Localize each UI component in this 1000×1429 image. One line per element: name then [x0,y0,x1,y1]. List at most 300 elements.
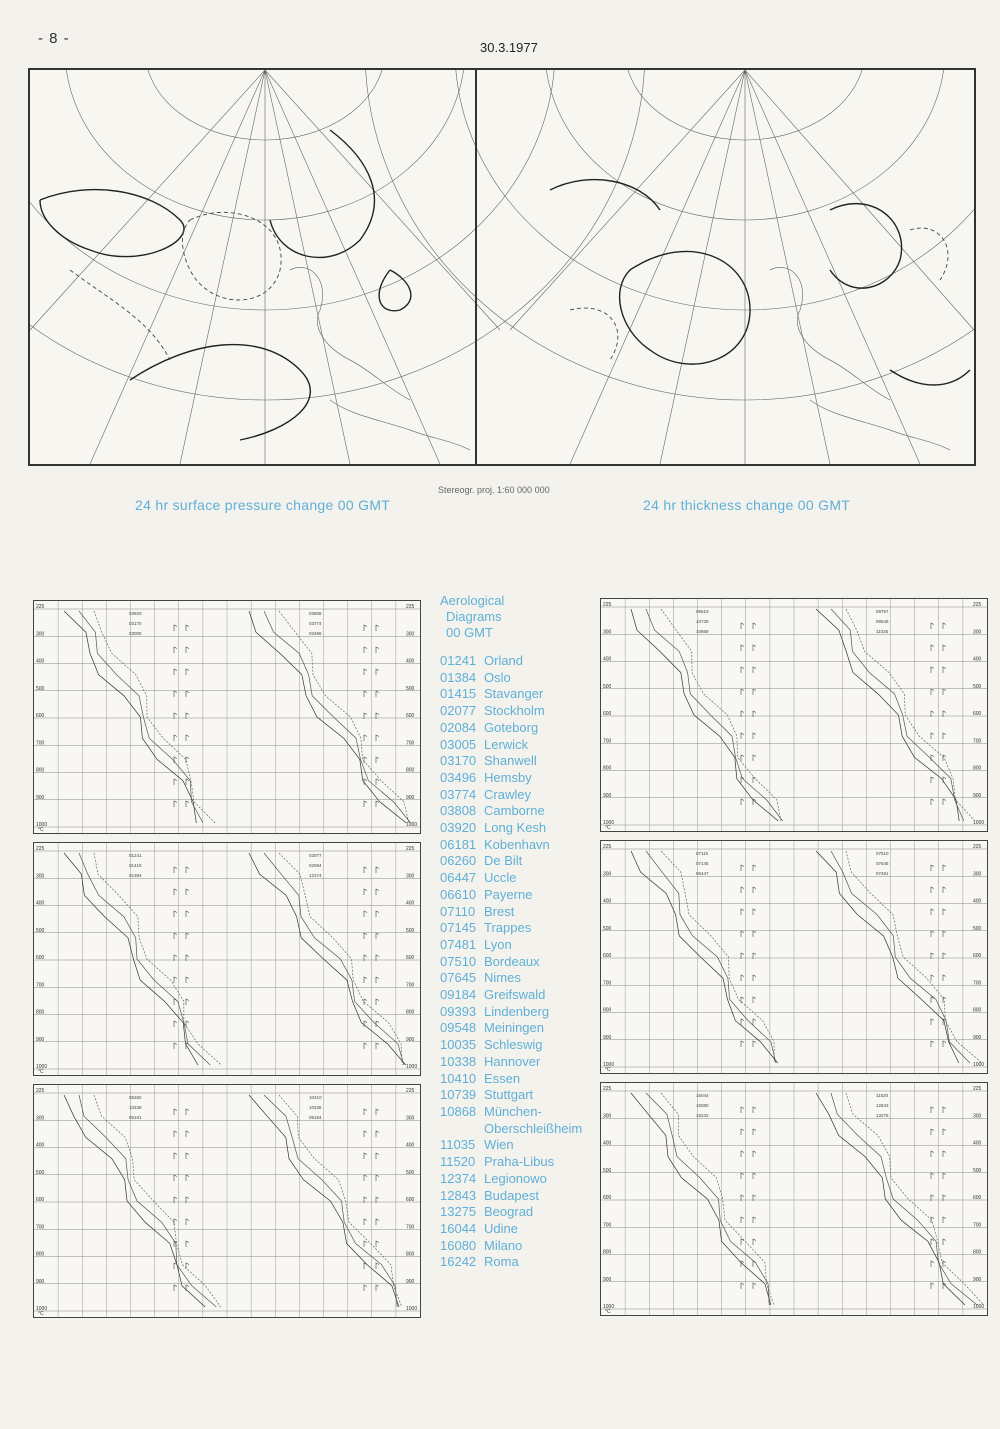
wind-barb-mark [943,975,946,981]
wind-barb-mark [753,1283,756,1289]
wind-barb-mark [931,1129,934,1135]
aerological-diagram-1 [33,600,421,834]
station-id: 01384 [440,669,477,685]
pressure-level-label: 400 [406,658,415,665]
sounding-station-id: 03808 [309,611,322,616]
axis-unit-label: °C [605,1067,611,1073]
station-id: 06447 [440,870,477,886]
wind-barb-mark [364,1043,367,1049]
diagram-5-chart [34,1085,420,1317]
pressure-level-label: 800 [36,1251,45,1258]
wind-barb-mark [753,733,756,739]
wind-barb-mark [174,779,177,785]
pressure-level-label: 900 [603,1276,612,1283]
wind-barb-mark [376,867,379,873]
wind-barb-mark [753,1239,756,1245]
right-map-caption: 24 hr thickness change 00 GMT [643,497,851,513]
pressure-level-label: 300 [36,1115,45,1122]
wind-barb-mark [174,1109,177,1115]
sounding-curve [631,851,778,1063]
sounding-curve [816,851,959,1063]
wind-barb-mark [186,735,189,741]
station-row [440,1188,604,1205]
sounding-curve [279,1095,402,1307]
pressure-level-label: 700 [973,738,982,745]
pressure-level-label: 500 [603,925,612,932]
pressure-level-label: 1000 [603,1062,615,1068]
wind-barb-mark [931,777,934,783]
station-id: 07145 [440,920,477,936]
sounding-station-id: 06447 [696,871,709,876]
wind-barb-mark [753,865,756,871]
wind-barb-mark [186,1153,189,1159]
wind-barb-mark [174,691,177,697]
station-row [440,820,604,837]
legend-title-line2: Diagrams [446,609,502,624]
pressure-level-label: 400 [603,1140,612,1147]
station-name: Brest [484,903,515,919]
pressure-level-label: 600 [36,713,45,719]
wind-barb-mark [753,1019,756,1025]
wind-barb-mark [741,733,744,739]
pressure-level-label: 400 [36,900,45,907]
station-row [440,703,604,720]
pressure-level-label: 300 [406,631,415,638]
pressure-level-label: 800 [603,765,612,772]
pressure-level-label: 500 [603,683,612,690]
station-id: 10868 [440,1103,477,1119]
wind-barb-mark [931,667,934,673]
sounding-station-id: 03920 [129,611,142,616]
pressure-level-label: 900 [973,792,982,799]
station-id: 03774 [440,786,477,802]
pressure-level-label: 700 [603,1222,612,1229]
wind-barb-mark [364,1219,367,1225]
wind-barb-mark [931,1151,934,1157]
sounding-station-id: 09757 [876,609,889,614]
pressure-level-label: 400 [603,656,612,663]
station-id: 03005 [440,736,477,752]
wind-barb-mark [364,977,367,983]
station-id: 07110 [440,903,476,919]
pressure-level-label: 1000 [406,1064,418,1070]
wind-barb-mark [376,1263,379,1269]
wind-barb-mark [741,755,744,761]
wind-barb-mark [753,931,756,937]
wind-barb-mark [376,933,379,939]
station-name: Wien [484,1137,514,1153]
wind-barb-mark [186,999,189,1005]
station-id: 11520 [440,1154,476,1170]
station-row [440,870,604,887]
wind-barb-mark [741,909,744,915]
station-name: Hemsby [484,769,532,785]
wind-barb-mark [943,755,946,761]
wind-barb-mark [186,977,189,983]
wind-barb-mark [741,1283,744,1289]
axis-unit-label: °C [38,1311,44,1317]
station-row [440,670,604,687]
wind-barb-mark [931,1107,934,1113]
pressure-level-label: 225 [36,604,45,610]
pressure-level-label: 800 [36,767,45,774]
wind-barb-mark [364,647,367,653]
sounding-curve [831,851,970,1063]
wind-barb-mark [174,735,177,741]
station-name: Bordeaux [484,953,540,969]
station-row [440,1087,604,1104]
pressure-level-label: 700 [406,740,415,747]
pressure-level-label: 400 [406,1142,415,1149]
pressure-level-label: 1000 [406,1306,418,1312]
station-name: Beograd [484,1204,534,1220]
station-row [440,1037,604,1054]
diagram-1-chart [34,601,420,833]
wind-barb-mark [376,999,379,1005]
station-row [440,1054,604,1071]
station-name: Crawley [484,786,531,802]
station-row [440,987,604,1004]
wind-barb-mark [943,645,946,651]
station-name: Stockholm [484,703,545,719]
sounding-station-id: 10338 [309,1105,322,1110]
wind-barb-mark [943,799,946,805]
wind-barb-mark [364,1153,367,1159]
wind-barb-mark [931,1041,934,1047]
pressure-level-label: 1000 [973,820,985,826]
station-id: 03170 [440,753,477,769]
sounding-station-id: 13275 [876,1113,889,1118]
station-row [440,653,604,670]
wind-barb-mark [376,1109,379,1115]
wind-barb-mark [753,689,756,695]
wind-barb-mark [376,911,379,917]
station-id: 02084 [440,719,477,735]
wind-barb-mark [931,623,934,629]
pressure-level-label: 400 [973,898,982,905]
station-id: 11035 [440,1137,476,1153]
wind-barb-mark [376,977,379,983]
pressure-level-label: 400 [973,1140,982,1147]
sounding-station-id: 06260 [129,1095,142,1100]
wind-barb-mark [753,1261,756,1267]
wind-barb-mark [753,909,756,915]
wind-barb-mark [376,1131,379,1137]
station-id: 09184 [440,987,477,1003]
pressure-level-label: 800 [973,765,982,772]
sounding-station-id: 01241 [129,853,142,858]
wind-barb-mark [943,931,946,937]
station-row [440,853,604,870]
station-id: 10410 [440,1070,477,1086]
wind-barb-mark [931,1261,934,1267]
station-row [440,1238,604,1255]
pressure-level-label: 225 [973,844,982,850]
station-row [440,937,604,954]
pressure-level-label: 800 [603,1249,612,1256]
wind-barb-mark [943,777,946,783]
wind-barb-mark [943,909,946,915]
pressure-level-label: 225 [603,1086,612,1092]
pressure-level-label: 900 [406,1278,415,1285]
station-id: 03496 [440,769,477,785]
pressure-level-label: 225 [603,844,612,850]
pressure-level-label: 600 [973,1195,982,1201]
station-name: De Bilt [484,853,523,869]
wind-barb-mark [174,977,177,983]
pressure-level-label: 900 [973,1276,982,1283]
pressure-level-label: 600 [406,955,415,961]
pressure-level-label: 700 [406,1224,415,1231]
wind-barb-mark [753,645,756,651]
sounding-station-id: 12374 [309,873,322,878]
wind-barb-mark [931,975,934,981]
pressure-level-label: 300 [603,629,612,636]
station-row [440,787,604,804]
station-row [440,887,604,904]
sounding-station-id: 16242 [696,1113,709,1118]
wind-barb-mark [741,931,744,937]
axis-unit-label: °C [605,825,611,831]
pressure-level-label: 800 [406,1251,415,1258]
pressure-level-label: 300 [973,629,982,636]
wind-barb-mark [364,669,367,675]
wind-barb-mark [186,1175,189,1181]
station-name: Lyon [484,936,512,952]
pressure-level-label: 900 [36,794,45,801]
diagram-6-chart [601,1083,987,1315]
station-row [440,1104,604,1137]
wind-barb-mark [943,1239,946,1245]
wind-barb-mark [186,933,189,939]
pressure-level-label: 600 [36,955,45,961]
pressure-level-label: 800 [406,1009,415,1016]
wind-barb-mark [174,1131,177,1137]
sounding-curve [846,609,975,821]
pressure-level-label: 1000 [36,822,48,828]
pressure-level-label: 600 [36,1197,45,1203]
wind-barb-mark [753,975,756,981]
pressure-level-label: 300 [36,873,45,880]
wind-barb-mark [753,1173,756,1179]
station-row [440,1154,604,1171]
wind-barb-mark [741,1041,744,1047]
pressure-level-label: 700 [36,982,45,989]
pressure-level-label: 400 [406,900,415,907]
station-row [440,1004,604,1021]
diagram-4-chart [601,841,987,1073]
wind-barb-mark [174,933,177,939]
pressure-level-label: 300 [406,873,415,880]
wind-barb-mark [753,1151,756,1157]
sounding-station-id: 10338 [129,1105,142,1110]
wind-barb-mark [376,735,379,741]
station-row [440,837,604,854]
pressure-level-label: 600 [406,713,415,719]
aerological-diagram-2 [600,598,988,832]
sounding-curve [79,611,203,823]
sounding-station-id: 01384 [129,873,142,878]
station-name: Stuttgart [484,1087,534,1103]
sounding-curve [264,611,411,823]
station-row [440,770,604,787]
station-name: Trappes [484,920,532,936]
wind-barb-mark [376,625,379,631]
sounding-curve [661,609,781,821]
sounding-station-id: 11035 [876,629,889,634]
sounding-station-id: 16044 [696,1093,709,1098]
wind-barb-mark [753,1107,756,1113]
wind-barb-mark [943,667,946,673]
station-id: 09548 [440,1020,477,1036]
wind-barb-mark [174,1153,177,1159]
sounding-curve [279,611,409,823]
wind-barb-mark [753,755,756,761]
pressure-level-label: 500 [973,683,982,690]
diagram-2-chart [601,599,987,831]
wind-barb-mark [364,1109,367,1115]
station-id: 03808 [440,803,477,819]
wind-barb-mark [753,623,756,629]
pressure-level-label: 300 [36,631,45,638]
pressure-level-label: 900 [603,792,612,799]
wind-barb-mark [174,867,177,873]
wind-barb-mark [741,865,744,871]
sounding-station-id: 09184 [309,1115,322,1120]
station-name: Stavanger [484,686,544,702]
wind-barb-mark [943,1151,946,1157]
pressure-level-label: 1000 [36,1064,48,1070]
pressure-level-label: 700 [406,982,415,989]
wind-barb-mark [364,1131,367,1137]
pressure-level-label: 500 [406,685,415,692]
pressure-level-label: 600 [603,1195,612,1201]
station-id: 07510 [440,953,477,969]
sounding-curve [831,609,964,821]
wind-barb-mark [364,867,367,873]
wind-barb-mark [931,865,934,871]
station-id: 01241 [440,653,477,668]
wind-barb-mark [364,625,367,631]
pressure-level-label: 1000 [603,820,615,826]
aerological-diagram-3 [33,842,421,1076]
wind-barb-mark [376,779,379,785]
station-name: Oslo [484,669,511,685]
wind-barb-mark [753,1129,756,1135]
wind-barb-mark [376,1219,379,1225]
pressure-level-label: 900 [406,794,415,801]
sounding-station-id: 11520 [876,1093,889,1098]
station-id: 06181 [440,836,477,852]
station-name: Schleswig [484,1037,543,1053]
station-name: Long Kesh [484,820,547,836]
pressure-level-label: 900 [406,1036,415,1043]
wind-barb-mark [931,689,934,695]
wind-barb-mark [174,1021,177,1027]
sounding-curve [661,1093,774,1305]
sounding-station-id: 09548 [876,619,889,624]
wind-barb-mark [376,757,379,763]
weather-maps-frame [28,68,976,466]
axis-unit-label: °C [38,1069,44,1075]
station-row [440,1020,604,1037]
wind-barb-mark [741,799,744,805]
wind-barb-mark [931,887,934,893]
station-row [440,753,604,770]
pressure-level-label: 300 [603,871,612,878]
station-name: Payerne [484,886,533,902]
station-row [440,920,604,937]
station-name: Legionowo [484,1170,547,1186]
wind-barb-mark [943,1107,946,1113]
map-divider [475,68,477,464]
wind-barb-mark [753,1217,756,1223]
station-id: 12374 [440,1170,477,1186]
wind-barb-mark [186,1021,189,1027]
wind-barb-mark [741,645,744,651]
wind-barb-mark [376,1175,379,1181]
pressure-level-label: 600 [603,953,612,959]
station-list [440,653,604,1271]
station-row [440,737,604,754]
aerological-diagram-6 [600,1082,988,1316]
wind-barb-mark [741,1107,744,1113]
wind-barb-mark [741,623,744,629]
pressure-level-label: 600 [406,1197,415,1203]
pressure-level-label: 1000 [36,1306,48,1312]
station-name: Shanwell [484,753,537,769]
wind-barb-mark [364,801,367,807]
sounding-station-id: 02077 [309,853,322,858]
wind-barb-mark [943,887,946,893]
pressure-level-label: 700 [36,1224,45,1231]
wind-barb-mark [186,889,189,895]
wind-barb-mark [943,623,946,629]
station-name: Lerwick [484,736,529,752]
pressure-level-label: 800 [406,767,415,774]
station-name: Orland [484,653,524,668]
station-id: 06260 [440,853,477,869]
station-row [440,970,604,987]
station-name: München- Oberschleißheim [484,1103,583,1136]
wind-barb-mark [931,645,934,651]
station-id: 12843 [440,1187,477,1203]
sounding-station-id: 07481 [876,871,889,876]
wind-barb-mark [186,911,189,917]
wind-barb-mark [931,1019,934,1025]
station-row [440,1221,604,1238]
sounding-curve [249,611,406,823]
station-name: Praha-Libus [484,1154,555,1170]
station-id: 01415 [440,686,477,702]
sounding-curve [249,1095,399,1307]
wind-barb-mark [174,625,177,631]
sounding-station-id: 01415 [129,863,142,868]
sounding-station-id: 06181 [129,1115,142,1120]
wind-barb-mark [364,911,367,917]
page-date: 30.3.1977 [480,40,538,55]
pressure-level-label: 800 [973,1249,982,1256]
sounding-station-id: 10410 [309,1095,322,1100]
weather-maps-drawing [30,70,974,464]
sounding-station-id: 07145 [696,861,709,866]
sounding-curve [631,609,778,821]
wind-barb-mark [364,933,367,939]
wind-barb-mark [376,669,379,675]
pressure-level-label: 225 [406,604,415,610]
pressure-level-label: 600 [973,711,982,717]
pressure-level-label: 400 [973,656,982,663]
